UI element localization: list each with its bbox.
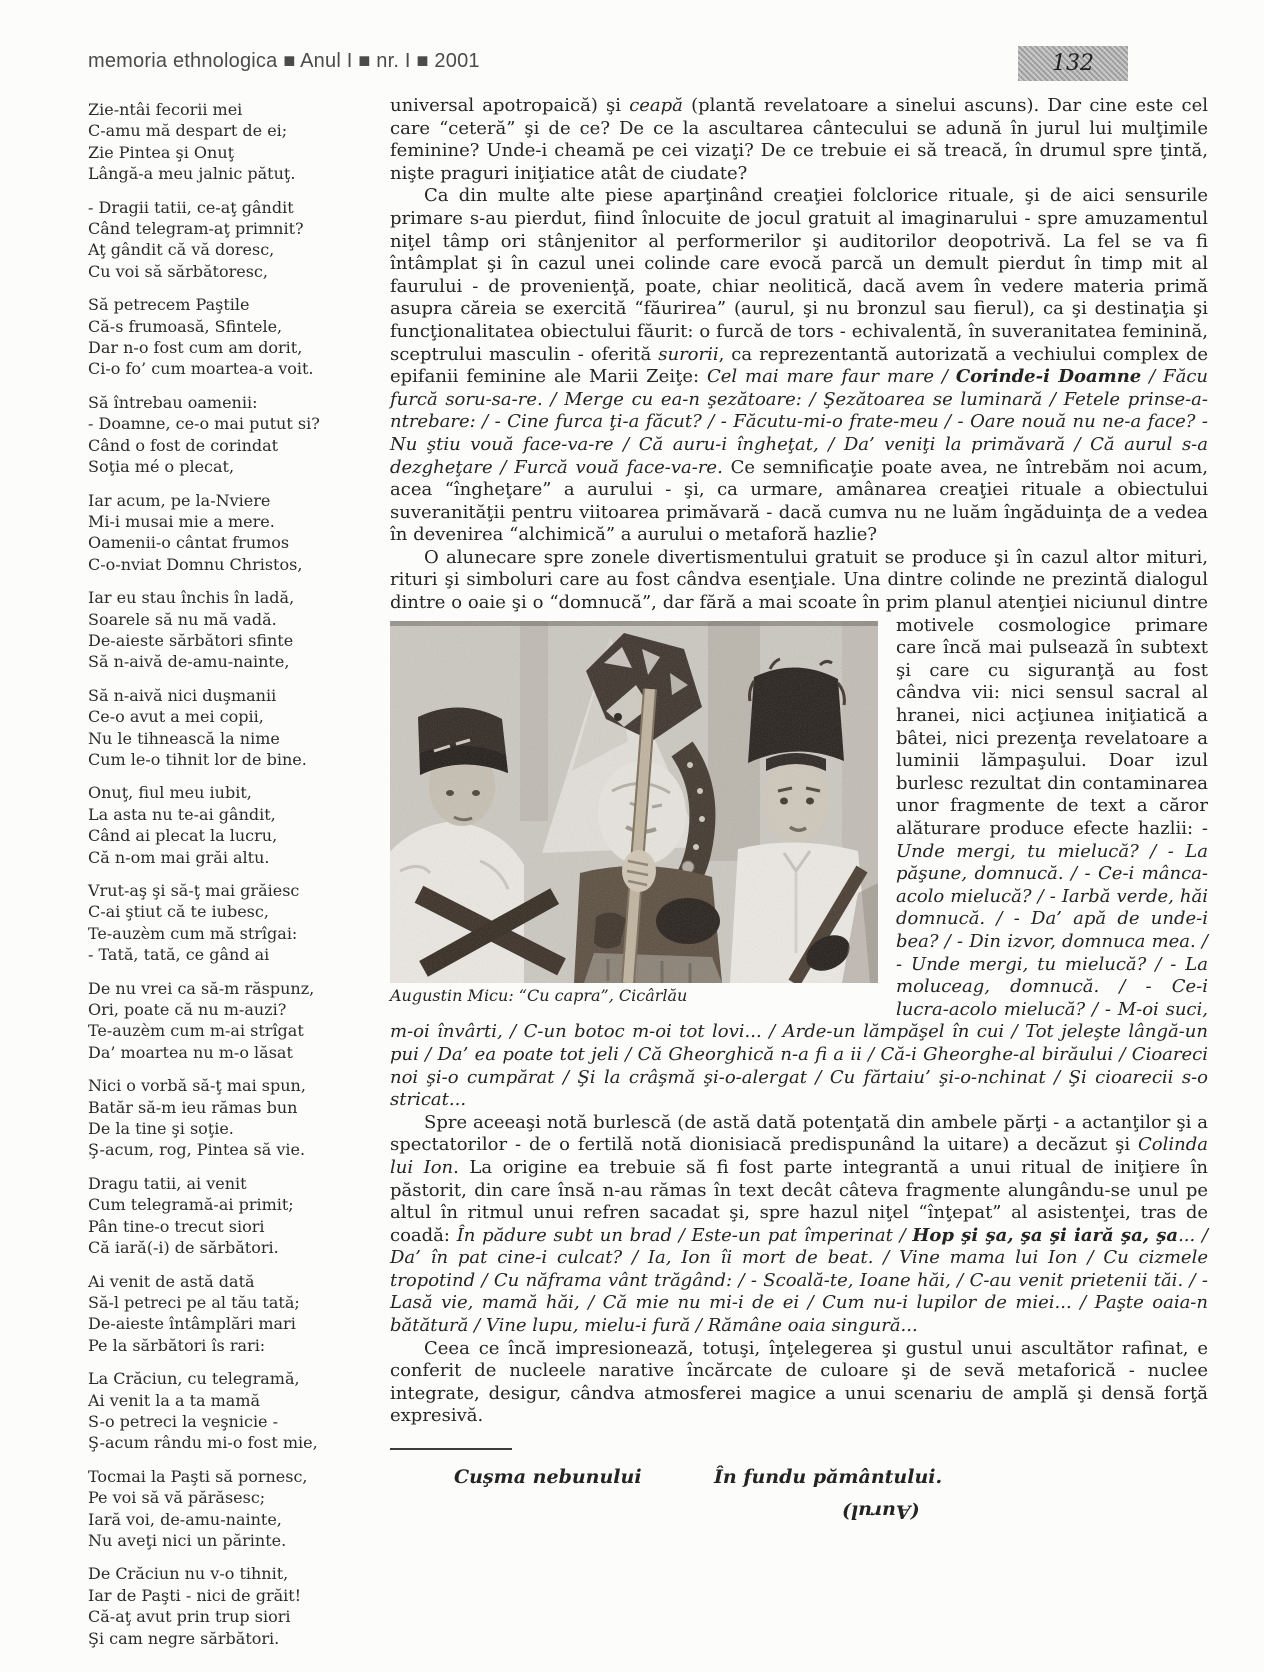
poem-column: [88, 99, 382, 1661]
poem-line: Tocmai la Paşti să pornesc,: [88, 1466, 308, 1486]
poem-line: - Dragii tatii, ce-aţ gândit: [88, 197, 294, 217]
poem-stanza: [88, 1075, 382, 1161]
poem-line: Cum telegramă-ai primit;: [88, 1195, 294, 1215]
footnote-rule: [390, 1448, 512, 1450]
poem-line: Iar acum, pe la-Nviere: [88, 490, 271, 510]
poem-line: Aţ gândit că vă doresc,: [88, 240, 275, 260]
poem-line: Te-auzèm cum mă strîgai:: [88, 923, 298, 943]
poem-line: Ai venit la a ta mamă: [88, 1390, 261, 1410]
text-segment: Hop şi şa, şa şi iară şa, şa: [912, 1224, 1179, 1246]
poem-line: Dar n-o fost cum am dorit,: [88, 338, 303, 358]
poem-stanza: [88, 978, 382, 1064]
poem-line: Când telegram-aţ primnit?: [88, 219, 304, 239]
poem-line: Pe la sărbători îs rari:: [88, 1335, 266, 1355]
poem-line: Iar de Paşti - nici de grăit!: [88, 1585, 302, 1605]
poem-line: Ş-acum, rog, Pintea să vie.: [88, 1140, 306, 1160]
article-paragraph-1: [390, 95, 1208, 185]
poem-line: Ce-o avut a mei copii,: [88, 707, 264, 727]
poem-line: Te-auzèm cum m-ai strîgat: [88, 1021, 304, 1041]
poem-line: C-amu mă despart de ei;: [88, 121, 288, 141]
poem-stanza: [88, 685, 382, 771]
text-segment: (plantă revelatoare a sinelui ascuns). Dar cine este cel care “ceteră” şi de ce? De ce la ascultarea cântecului se adună în jurul lui mulţimile feminine? Unde-i cheamă pe cei vizaţi? De ce trebuie ei să treacă, în drumul spre ţintă, nişte praguri iniţiatice atât de ciudate?: [390, 95, 1208, 184]
text-segment: surorii: [658, 343, 719, 365]
poem-stanza: [88, 1563, 382, 1649]
riddle-section: [390, 1466, 1208, 1558]
poem-line: Iară voi, de-amu-nainte,: [88, 1509, 282, 1529]
riddle-answer-upside-down: (Aurul): [842, 1500, 920, 1523]
photo-figure: [390, 621, 880, 1007]
poem-line: S-o petreci la veşnicie -: [88, 1411, 279, 1431]
poem-line: Ş-acum rându mi-o fost mie,: [88, 1433, 318, 1453]
poem-line: Când o fost de corindat: [88, 435, 279, 455]
text-segment: universal apotropaică) şi: [390, 95, 630, 116]
poem-line: Să n-aivă de-amu-nainte,: [88, 652, 290, 672]
poem-line: Onuţ, fiul meu iubit,: [88, 783, 252, 803]
text-segment: planul atenţiei niciunul dintre motivele cosmologice primare care încă mai pulsează în subtext şi care cu siguranţă au fost cândva vii: nici sensul sacral al hranei, nici acţiunea iniţiatică a bâtei, nici prezenţa revelatoare a luminii lămpaşului. Doar izul burlesc rezultat din contaminarea unor fragmente de text a căror alăturare produce efecte hazlii:: [896, 592, 1208, 839]
poem-line: Cu voi să sărbătoresc,: [88, 261, 268, 281]
poem-line: Nici o vorbă să-ţ mai spun,: [88, 1076, 306, 1096]
text-segment: Corinde-i Doamne: [955, 366, 1142, 388]
poem-line: De-aieste întâmplări mari: [88, 1314, 296, 1334]
poem-line: La Crăciun, cu telegramă,: [88, 1369, 300, 1389]
poem-stanza: [88, 294, 382, 380]
poem-line: C-o-nviat Domnu Christos,: [88, 554, 303, 574]
page-number-badge: [1018, 46, 1128, 81]
text-segment: ... / Da’ în pat cine-i culcat? / Ia, Ion îi mort de beat. / Vine mama lui Ion / Cu cizmele tropotind / Cu năframa vânt trăgând: / - Scoală-te, Ioane hăi, / C-au venit prietenii tăi. / - Lasă vie, mamă hăi, / Că mie nu mi-i de ei / Cum nu-i lupilor de miei... / Paşte oaia-n bătătură / Vine lupu, mielu-i fură / Rămâne oaia singură...: [390, 1224, 1209, 1337]
poem-line: Că n-om mai grăi altu.: [88, 847, 270, 867]
photo-cu-capra: [390, 621, 878, 983]
poem-line: - Tată, tată, ce gând ai: [88, 945, 270, 965]
text-segment: Ca din multe alte piese aparţinând creaţiei folclorice rituale, şi de aici sensurile primare s-au pierdut, fiind înlocuite de jocul gratuit al imaginarului - spre amuzamentul niţel tâmp ori stânjenitor al performerilor şi auditorilor deopotrivă. La fel se va fi întâmplat şi în cazul unei colinde care evocă parcă un demult pierdut în timp mit al faurului - de provenienţă, poate, chiar neolitică, dacă avem în vedere materia primă asupra căreia se exercită “făurirea” (aurul, şi nu bronzul sau fierul), ca şi destinaţia şi funcţionalitatea obiectului făurit: o furcă de tors - echivalentă, în suveranitatea feminină, sceptrului masculin - oferită: [390, 185, 1208, 365]
poem-stanza: [88, 782, 382, 868]
poem-line: Ai venit de astă dată: [88, 1271, 255, 1291]
poem-line: Să n-aivă nici duşmanii: [88, 685, 277, 705]
poem-line: De nu vrei ca să-m răspunz,: [88, 978, 315, 998]
poem-line: La asta nu te-ai gândit,: [88, 804, 276, 824]
poem-line: Zie Pintea şi Onuţ: [88, 142, 235, 162]
poem-line: Ci-o fo’ cum moartea-a voit.: [88, 359, 314, 379]
poem-line: Vrut-aş şi să-ţ mai grăiesc: [88, 881, 300, 900]
poem-line: Cum le-o tihnit lor de bine.: [88, 749, 307, 769]
article-paragraph-2: [390, 185, 1208, 547]
poem-line: Pân tine-o trecut siori: [88, 1216, 265, 1236]
poem-line: Dragu tatii, ai venit: [88, 1173, 247, 1193]
poem-line: Pe voi să vă părăsesc;: [88, 1488, 266, 1508]
poem-line: Că-s frumoasă, Sfintele,: [88, 316, 283, 336]
poem-line: Oamenii-o cântat frumos: [88, 533, 290, 553]
poem-line: Ori, poate că nu m-auzi?: [88, 1000, 287, 1020]
riddle-title: Cuşma nebunului: [454, 1466, 642, 1489]
poem-line: Da’ moartea nu m-o lăsat: [88, 1042, 293, 1062]
poem-line: Când ai plecat la lucru,: [88, 826, 278, 846]
poem-line: Lângă-a meu jalnic pătuţ.: [88, 164, 296, 184]
poem-line: Să întrebau oamenii:: [88, 392, 258, 412]
text-segment: O alunecare spre zonele divertismentului gratuit se produce şi în cazul altor mituri, rituri şi simboluri care au fost cândva esenţiale. Una dintre colinde ne prezintă dialogul dintre o oaie şi o “domnucă”, dar fără a mai scoate în prim: [390, 546, 1208, 614]
poem-stanza: [88, 197, 382, 283]
text-segment: Cel mai mare faur mare /: [706, 366, 956, 388]
poem-line: Să-l petreci pe al tău tată;: [88, 1292, 300, 1312]
article-paragraph-4: [390, 1112, 1208, 1338]
poem-line: - Doamne, ce-o mai putut si?: [88, 414, 320, 434]
poem-stanza: [88, 1271, 382, 1357]
riddle-text: În fundu pământului.: [714, 1466, 943, 1489]
poem-stanza: [88, 587, 382, 673]
poem-stanza: [88, 490, 382, 576]
poem-line: Nu le tihnească la nime: [88, 728, 280, 748]
text-segment: Ce semnificaţie poate avea, ne întrebăm noi acum, acea “îngheţare” a aurului - şi, ca urmare, amânarea creaţiei rituale a obiectului suveranităţii pentru viitoarea primăvară - dacă cumva nu ne luăm îngăduinţa de a vedea în devenirea “alchimică” a aurului o metaforă hazlie?: [390, 456, 1208, 546]
article-paragraph-5: [390, 1338, 1208, 1428]
poem-line: Iar eu stau închis în ladă,: [88, 588, 295, 608]
photo-caption: Augustin Micu: “Cu capra”, Cicârlău: [390, 985, 688, 1005]
poem-line: Că iară(-i) de sărbători.: [88, 1238, 279, 1258]
poem-stanza: [88, 392, 382, 478]
page-number: 132: [1052, 51, 1094, 76]
poem-line: C-ai ştiut că te iubesc,: [88, 902, 269, 922]
poem-line: Şi cam negre sărbători.: [88, 1628, 280, 1648]
journal-header: memoria ethnologica ■ Anul I ■ nr. I ■ 2001: [88, 50, 480, 72]
poem-stanza: [88, 880, 382, 966]
poem-stanza: [88, 1173, 382, 1259]
poem-line: Soţia mé o plecat,: [88, 457, 235, 477]
poem-stanza: [88, 99, 382, 185]
poem-line: De-aieste sărbători sfinte: [88, 630, 294, 650]
text-segment: Colinda lui Ion: [390, 1134, 1208, 1178]
poem-stanza: [88, 1466, 382, 1552]
poem-line: De la tine şi soţie.: [88, 1119, 234, 1139]
text-segment: Spre aceeaşi notă burlescă (de astă dată potenţată din ambele părţi - a actanţilor şi a spectatorilor - de o fertilă notă dionisiacă predispunând la uitare) a decăzut şi: [390, 1111, 1208, 1156]
poem-line: De Crăciun nu v-o tihnit,: [88, 1564, 289, 1584]
poem-line: Că-aţ avut prin trup siori: [88, 1607, 291, 1627]
poem-line: Mi-i musai mie a mere.: [88, 511, 275, 531]
text-segment: . La origine ea trebuie să fi fost parte integrantă a unui ritual de iniţiere în păstorit, din care însă n-au rămas în text decât câteva fragmente alungându-se unul pe altul în ritmul unui refren sacadat şi, spre hazul niţel “înţepat” al asistenţei, tras de coadă:: [390, 1156, 1208, 1246]
poem-stanza: [88, 1368, 382, 1454]
poem-line: Nu aveţi nici un părinte.: [88, 1530, 287, 1550]
text-segment: - Unde mergi, tu mielucă? / - La păşune, domnucă. / - Ce-i mânca-acolo mielucă? / - Iarbă verde, hăi domnucă. / - Da’ apă de unde-i bea? / - Din izvor, domnuca mea. / - Unde mergi, tu mielucă? / - La moluceag, domnucă. / - Ce-i lucra-acolo mielucă? / - M-oi suci, m-oi învârti, / C-un botoc m-oi tot lovi... / Arde-un lămpăşel în cui / Tot jeleşte lângă-un pui / Da’ ea poate tot jeli / Că Gheorghică n-a fi a ii / Că-i Gheorghe-al birăului / Cioareci noi şi-o cumpărat / Şi la crâşmă şi-o-alergat / Cu fărtaiu’ şi-o-nchinat / Şi cioarecii s-o stricat...: [390, 818, 1208, 1111]
text-segment: ceapă: [629, 95, 683, 116]
article-column: [390, 95, 1208, 1558]
article-paragraph-3: [390, 547, 1208, 1112]
text-segment: În pădure subt un brad / Este-un pat împerinat /: [456, 1224, 913, 1246]
text-segment: Ceea ce încă impresionează, totuşi, înţelegerea şi gustul unui ascultător rafinat, e conferit de nucleele narative încărcate de culoare şi de sevă metaforică - nuclee integrate, desigur, cândva atmosferei magice a unui scenariu de amplă şi densă forţă expresivă.: [390, 1337, 1208, 1427]
poem-line: Zie-ntâi fecorii mei: [88, 100, 243, 119]
poem-line: Batăr să-m ieu rămas bun: [88, 1097, 298, 1117]
text-segment: , ca reprezentantă autorizată a vechiului complex de epifanii feminine ale Marii Zeiţe:: [390, 343, 1208, 388]
text-segment: / Făcu furcă soru-sa-re. / Merge cu ea-n şezătoare: / Şezătoarea se luminară / Fetele prinse-a-ntrebare: / - Cine furca ţi-a făcut? / - Făcutu-mi-o frate-meu / - Oare nouă nu ne-a face? - Nu ştiu vouă face-va-re / Că auru-i îngheţat, / Da’ veniţi la primăvară / Că aurul s-a dezgheţare / Furcă vouă face-va-re.: [390, 366, 1209, 478]
poem-line: Soarele să nu mă vadă.: [88, 609, 277, 629]
poem-line: Să petrecem Paştile: [88, 295, 250, 315]
